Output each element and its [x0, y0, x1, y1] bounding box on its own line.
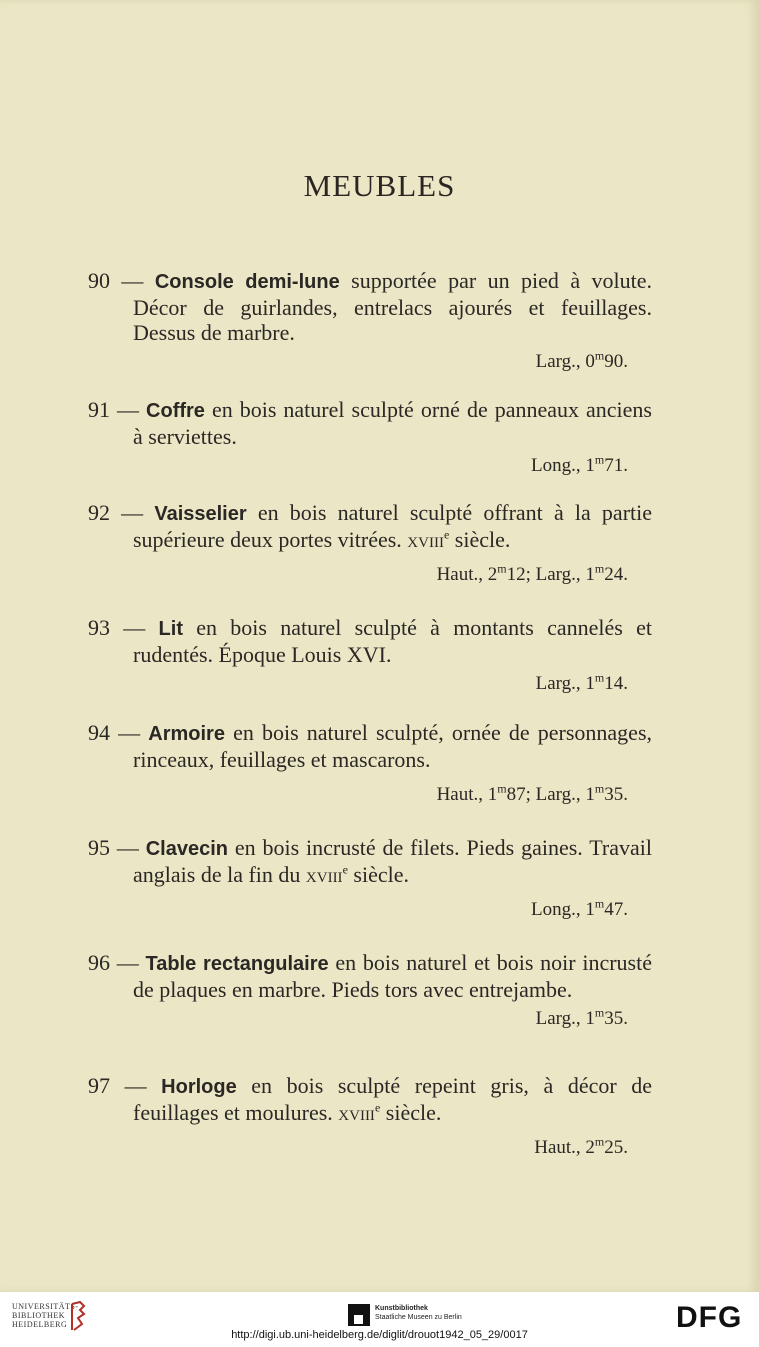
catalog-entry [88, 720, 652, 807]
entry-number: 94 [88, 720, 110, 745]
entry-text: en bois sculpté repeint gris, à décor de feuillages et moulures. xviii$^e$ siècle. [133, 1073, 653, 1125]
kunstbibliothek-icon [348, 1304, 370, 1326]
entry-description: 93 — Lit en bois naturel sculpté à montants cannelés et rudentés. Époque Louis XVI. [88, 615, 653, 667]
entry-text: supportée par un pied à volute. Décor de guirlandes, entrelacs ajourés et feuillages. Dessus de marbre. [133, 268, 653, 345]
university-library-logo[interactable]: UNIVERSITÄTS- BIBLIOTHEK HEIDELBERG [12, 1302, 79, 1329]
entry-number: 96 [88, 950, 110, 975]
entry-dimensions: Larg., 1$^m$35. [535, 1005, 628, 1029]
entry-number: 93 [88, 615, 110, 640]
entry-dimensions: Larg., 1$^m$14. [535, 670, 628, 694]
entry-text: en bois naturel sculpté orné de panneaux anciens à serviettes. [133, 397, 652, 449]
entry-lot-title: Console demi-lune [154, 271, 340, 293]
entry-dimensions: Haut., 2$^m$25. [534, 1134, 628, 1158]
catalog-entry [88, 950, 652, 1031]
entry-lot-title: Coffre [146, 400, 205, 422]
entry-dimensions: Long., 1$^m$47. [531, 896, 628, 920]
library-mark-icon [68, 1300, 88, 1332]
entry-description: 97 — Horloge en bois sculpté repeint gris, à décor de feuillages et moulures. xviii$^e$ siècle. [88, 1073, 653, 1125]
kunstbibliothek-logo[interactable] [348, 1304, 462, 1326]
catalog-entry [88, 1073, 652, 1160]
entry-description: 95 — Clavecin en bois incrusté de filets. Pieds gaines. Travail anglais de la fin du xviii$^e$ siècle. [88, 835, 652, 887]
source-url[interactable]: http://digi.ub.uni-heidelberg.de/diglit/drouot1942_05_29/0017 [231, 1329, 528, 1341]
catalog-entry [88, 268, 652, 374]
entry-lot-title: Table rectangulaire [145, 953, 329, 975]
entry-description: 94 — Armoire en bois naturel sculpté, ornée de personnages, rinceaux, feuillages et mascarons. [88, 720, 653, 772]
entry-text: en bois naturel sculpté à montants cannelés et rudentés. Époque Louis XVI. [133, 615, 653, 667]
entry-number: 91 [88, 397, 110, 422]
entry-description: 90 — Console demi-lune supportée par un pied à volute. Décor de guirlandes, entrelacs ajourés et feuillages. Dessus de marbre. [88, 268, 653, 345]
entry-number: 97 [88, 1073, 110, 1098]
kb-subtitle: Staatliche Museen zu Berlin [375, 1314, 462, 1321]
page-title: MEUBLES [303, 168, 456, 203]
entry-lot-title: Vaisselier [154, 503, 247, 525]
catalog-entry [88, 835, 652, 922]
catalog-entry [88, 500, 652, 587]
entry-number: 92 [88, 500, 110, 525]
entry-lot-title: Horloge [161, 1076, 237, 1098]
entry-lot-title: Armoire [148, 723, 225, 745]
entry-dimensions: Haut., 2$^m$12; Larg., 1$^m$24. [436, 561, 628, 585]
entry-text: en bois naturel sculpté, ornée de personnages, rinceaux, feuillages et mascarons. [133, 720, 653, 772]
entry-description: 96 — Table rectangulaire en bois naturel et bois noir incrusté de plaques en marbre. Pieds tors avec entrejambe. [88, 950, 652, 1002]
entry-dimensions: Long., 1$^m$71. [531, 452, 628, 476]
footer-bar [0, 1292, 759, 1347]
catalog-entry [88, 615, 652, 696]
entry-text: en bois naturel et bois noir incrusté de plaques en marbre. Pieds tors avec entrejambe. [133, 950, 652, 1002]
entry-text: en bois incrusté de filets. Pieds gaines. Travail anglais de la fin du xviii$^e$ siècle. [133, 835, 652, 887]
entry-dimensions: Larg., 0$^m$90. [535, 348, 628, 372]
catalog-entry [88, 397, 652, 478]
entry-number: 90 [88, 268, 110, 293]
kb-name: Kunstbibliothek [375, 1305, 428, 1312]
dfg-logo[interactable]: DFG [676, 1301, 743, 1334]
entry-lot-title: Clavecin [145, 838, 228, 860]
entry-text: en bois naturel sculpté offrant à la partie supérieure deux portes vitrées. xviii$^e$ siècle. [133, 500, 653, 552]
entry-description: 91 — Coffre en bois naturel sculpté orné de panneaux anciens à serviettes. [88, 397, 652, 449]
entry-description: 92 — Vaisselier en bois naturel sculpté offrant à la partie supérieure deux portes vitrées. xviii$^e$ siècle. [88, 500, 653, 552]
entry-lot-title: Lit [158, 618, 183, 640]
entry-number: 95 [88, 835, 110, 860]
entry-dimensions: Haut., 1$^m$87; Larg., 1$^m$35. [436, 781, 628, 805]
